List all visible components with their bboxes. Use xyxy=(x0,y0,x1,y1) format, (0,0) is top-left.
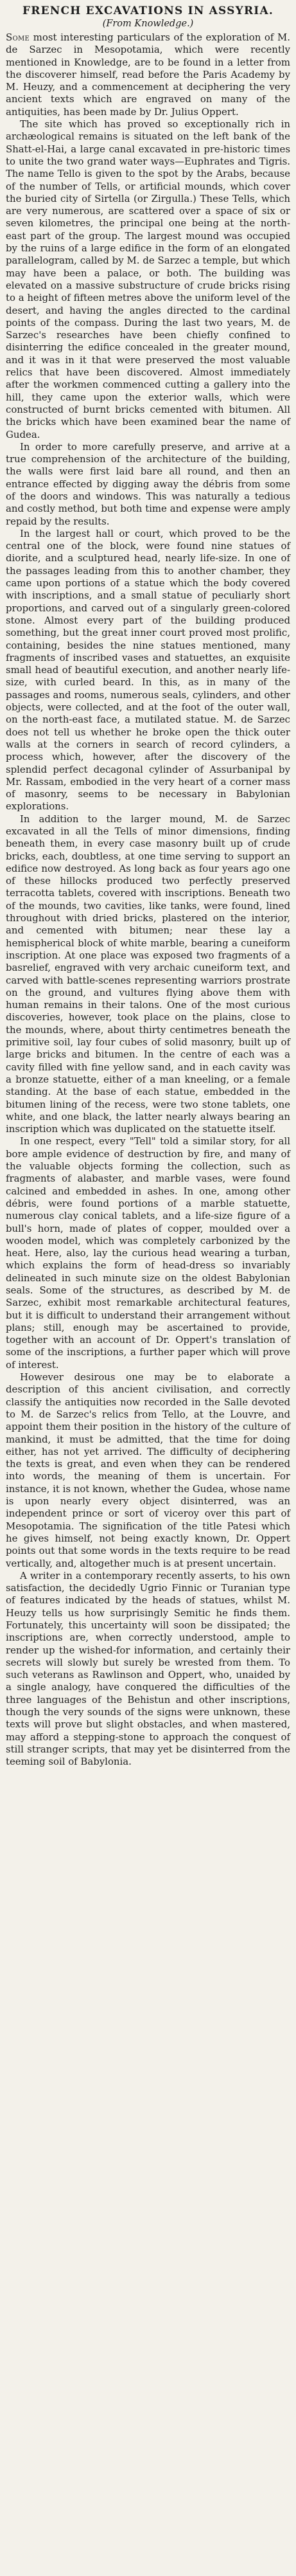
lead-text: most interesting particulars of the exploration of M. de Sarzec in Mesopotamia, which were recently mentioned in Knowledge, are to be found in a letter from the discoverer himself, read before the Paris Academy by M. Heuzy, and a commencement at deciphering the very ancient texts which are engraved on many of the antiquities, has been made by Dr. Julius Oppert. xyxy=(6,32,290,118)
article-paragraph: The site which has proved so exceptionally rich in archæological remains is situated on the left bank of the Shatt-el-Hai, a large canal excavated in pre-historic times to unite the two grand water ways—Euphrates and Tigris. The name Tello is given to the spot by the Arabs, because of the number of Tells, or artificial mounds, which cover the buried city of Sirtella (or Zirgulla.) These Tells, which are very numerous, are scattered over a space of six or seven kilometres, the principal one being at the north-east part of the group. The largest mound was occupied by the ruins of a large edifice in the form of an elongated parallelogram, called by M. de Sarzec a temple, but which may have been a palace, or both. The building was elevated on a massive substructure of crude bricks rising to a height of fifteen metres above the uniform level of the desert, and having the angles directed to the cardinal points of the compass. During the last two years, M. de Sarzec's researches have been chiefly confined to disinterring the edifice concealed in the greater mound, and it was in it that were preserved the most valuable relics that have been discovered. Almost immediately after the workmen commenced cutting a gallery into the hill, they came upon the exterior walls, which were constructed of burnt bricks cemented with bitumen. All the bricks which have been examined bear the name of Gudea. xyxy=(6,118,290,440)
article xyxy=(6,4,290,1769)
article-source: (From Knowledge.) xyxy=(102,19,194,29)
article-headline: FRENCH EXCAVATIONS IN ASSYRIA. xyxy=(22,5,274,17)
article-paragraph: In one respect, every "Tell" told a similar story, for all bore ample evidence of destruction by fire, and many of the valuable objects forming the collection, such as fragments of alabaster, and marble vases, were found calcined and embedded in ashes. In one, among other débris, were found portions of a marble statuette, numerous clay conical tablets, and a life-size figure of a bull's horn, made of plates of copper, moulded over a wooden model, which was completely carbonized by the heat. Here, also, lay the curious head wearing a turban, which explains the form of head-dress so invariably delineated in such minute size on the oldest Babylonian seals. Some of the structures, as described by M. de Sarzec, exhibit most remarkable architectural features, but it is difficult to understand their arrangement without plans; still, enough may be ascertained to provide, together with an account of Dr. Oppert's translation of some of the inscriptions, a further paper which will prove of interest. xyxy=(6,1135,290,1371)
lead-words: Some xyxy=(6,32,30,43)
article-paragraph: However desirous one may be to elaborate a description of this ancient civilisation, and correctly classify the antiquities now recorded in the Salle devoted to M. de Sarzec's relics from Tello, at the Louvre, and appoint them their position in the history of the culture of mankind, it must be admitted, that the time for doing either, has not yet arrived. The difficulty of deciphering the texts is great, and even when they can be rendered into words, the meaning of them is uncertain. For instance, it is not known, whether the Gudea, whose name is upon nearly every object disinterred, was an independent prince or sort of viceroy over this part of Mesopotamia. The signification of the title Patesi which he gives himself, not being exactly known, Dr. Oppert points out that some words in the texts require to be read vertically, and, altogether much is at present uncertain. xyxy=(6,1371,290,1569)
article-paragraph: In order to more carefully preserve, and arrive at a true comprehension of the architecture of the building, the walls were first laid bare all round, and then an entrance effected by digging away the débris from some of the doors and windows. This was naturally a tedious and costly method, but both time and expense were amply repaid by the results. xyxy=(6,440,290,527)
article-paragraph: A writer in a contemporary recently asserts, to his own satisfaction, the decidedly Ugrio Finnic or Turanian type of features indicated by the heads of statues, whilst M. Heuzy tells us how surprisingly Semitic he finds them. Fortunately, this uncertainty will soon be dissipated; the inscriptions are, when correctly understood, ample to render up the wished-for information, and certainly their secrets will slowly but surely be wrested from them. To such veterans as Rawlinson and Oppert, who, unaided by a single analogy, have conquered the difficulties of the three languages of the Behistun and other inscriptions, though the very sounds of the signs were unknown, these texts will prove but slight obstacles, and when mastered, may afford a stepping-stone to approach the conquest of still stranger scripts, that may yet be disinterred from the teeming soil of Babylonia. xyxy=(6,1569,290,1768)
article-paragraph: In the largest hall or court, which proved to be the central one of the block, were found nine statues of diorite, and a sculptured head, nearly life-size. In one of the passages leading from this to another chamber, they came upon portions of a statue which the body covered with inscriptions, and a small statue of peculiarly short proportions, and carved out of a singularly green-colored stone. Almost every part of the building produced something, but the great inner court proved most prolific, containing, besides the nine statues mentioned, many fragments of inscribed vases and statuettes, an exquisite small head of beautiful execution, and another nearly life-size, with curled beard. In this, as in many of the passages and rooms, numerous seals, cylinders, and other objects, were collected, and at the foot of the outer wall, on the north-east face, a mutilated statue. M. de Sarzec does not tell us whether he broke open the thick outer walls at the corners in search of record cylinders, a process which, however, after the discovery of the splendid perfect decagonal cylinder of Assurbanipal by Mr. Rassam, embodied in the very heart of a corner mass of masonry, seems to be necessary in Babylonian explorations. xyxy=(6,527,290,813)
article-paragraph: In addition to the larger mound, M. de Sarzec excavated in all the Tells of minor dimensions, finding beneath them, in every case masonry built up of crude bricks, each, doubtless, at one time serving to support an edifice now destroyed. As long back as four years ago one of these hillocks produced two perfectly preserved terracotta tablets, covered with inscriptions. Beneath two of the mounds, two cavities, like tanks, were found, lined throughout with dried bricks, plastered on the interior, and cemented with bitumen; near these lay a hemispherical block of white marble, bearing a cuneiform inscription. At one place was exposed two fragments of a basrelief, engraved with very archaic cuneiform text, and carved with battle-scenes representing warriors prostrate on the ground, and vultures flying above them with human remains in their talons. One of the most curious discoveries, however, took place on the plains, close to the mounds, where, about thirty centimetres beneath the primitive soil, lay four cubes of solid masonry, built up of large bricks and bitumen. In the centre of each was a cavity filled with fine yellow sand, and in each cavity was a bronze statuette, either of a man kneeling, or a female standing. At the base of each statue, embedded in the bitumen lining of the recess, were two stone tablets, one white, and one black, the latter nearly always bearing an inscription which was duplicated on the statuette itself. xyxy=(6,813,290,1135)
article-paragraph xyxy=(6,32,290,118)
